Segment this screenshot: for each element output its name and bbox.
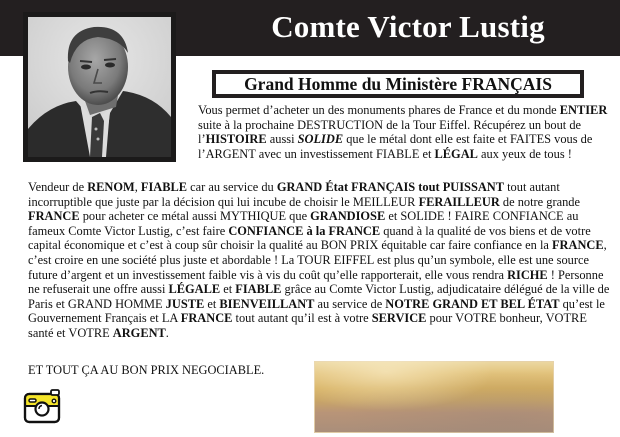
emphasis-text: JUSTE	[165, 296, 205, 311]
subtitle-frame	[212, 70, 584, 98]
emphasis-text: FIABLE	[140, 180, 188, 194]
portrait-frame	[23, 12, 176, 162]
emphasis-text: SOLIDE	[297, 132, 344, 147]
emphasis-text: ENTIER	[559, 103, 608, 117]
emphasis-text: FERAILLEUR	[418, 194, 500, 209]
emphasis-text: ARGENT	[112, 325, 166, 340]
emphasis-text: FRANCE	[28, 209, 80, 224]
gold-texture-banner	[314, 361, 554, 433]
closing-line: ET TOUT ÇA AU BON PRIX NEGOCIABLE.	[28, 363, 265, 377]
body-paragraph: Vendeur de RENOM, FIABLE car au service du GRAND État FRANÇAIS tout PUISSANT tout autant incorruptible que juste par la décision qui lui incube de choisir le MEILLEUR FERAILLEUR de notre grande FRANCE pour acheter ce métal aussi MYTHIQUE que GRANDIOSE et SOLIDE ! FAIRE CONFIANCE au fameux Comte Victor Lustig, c’est faire CONFIANCE à la FRANCE quand à la qualité de vos biens et de votre capital économique et c’est à coup sûr choisir la qualité au BON PRIX équitable car faire confiance en la FRANCE, c’est croire en une société plus juste et abordable ! La TOUR EIFFEL est plus qu’un symbole, elle est une source future d’argent et un investissement faible vis à vis du coût qu’elle rapporterait, elle vous rendra RICHE ! Personne ne refuserait une offre aussi LÉGALE et FIABLE grâce au Comte Victor Lustig, adjudicataire délégué de la ville de Paris et GRAND HOMME JUSTE et BIENVEILLANT au service de NOTRE GRAND ET BEL ÉTAT qu’est le Gouvernement Français et LA FRANCE tout autant qu’il est à votre SERVICE pour VOTRE bonheur, VOTRE santé et VOTRE ARGENT.	[28, 180, 610, 340]
page-title: Comte Victor Lustig	[271, 9, 545, 44]
emphasis-text: LÉGALE	[168, 282, 221, 297]
emphasis-text: BIENVEILLANT	[219, 296, 315, 311]
emphasis-text: GRANDIOSE	[310, 209, 386, 224]
emphasis-text: CONFIANCE à la FRANCE	[228, 223, 381, 238]
portrait-photo	[28, 17, 171, 157]
camera-icon	[23, 389, 63, 425]
emphasis-text: RENOM	[87, 180, 135, 194]
emphasis-text: LÉGAL	[434, 146, 478, 161]
emphasis-text: FRANCE	[180, 311, 233, 326]
emphasis-text: GRAND État FRANÇAIS tout PUISSANT	[276, 180, 505, 194]
subtitle: Grand Homme du Ministère FRANÇAIS	[216, 74, 580, 94]
emphasis-text: HISTOIRE	[205, 132, 267, 147]
emphasis-text: RICHE	[507, 267, 548, 282]
emphasis-text: SERVICE	[371, 311, 427, 326]
intro-paragraph: Vous permet d’acheter un des monuments phares de France et du monde ENTIER suite à la prochaine DESTRUCTION de la Tour Eiffel. Récupérez un bout de l’HISTOIRE aussi SOLIDE que le métal dont elle est faite et FAITES vous de l’ARGENT avec un investissement FIABLE et LÉGAL aux yeux de tous !	[198, 103, 608, 161]
emphasis-text: FRANCE	[551, 238, 604, 253]
emphasis-text: FIABLE	[235, 282, 282, 297]
emphasis-text: NOTRE GRAND ET BEL ÉTAT	[385, 296, 560, 311]
portrait-illustration	[28, 17, 171, 157]
